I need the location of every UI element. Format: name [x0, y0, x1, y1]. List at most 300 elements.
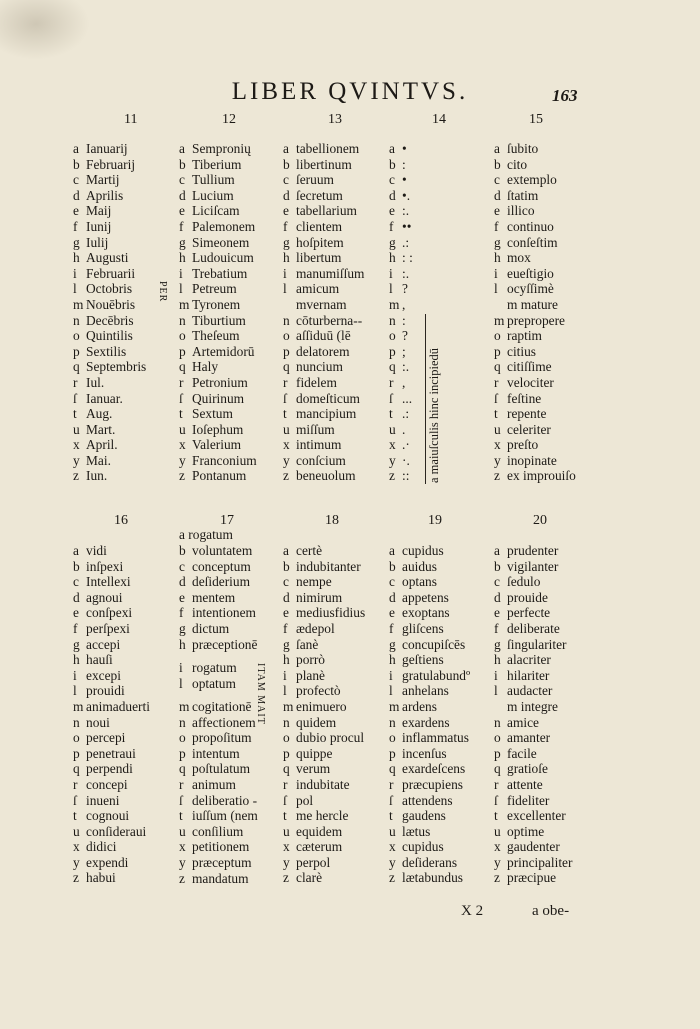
list-item [494, 668, 572, 684]
list-item: a rogatum [179, 527, 233, 542]
list-item [389, 437, 413, 453]
row-word: Franconium [192, 452, 257, 468]
row-word: concupiſcēs [402, 636, 466, 652]
row-letter: l [283, 281, 287, 297]
row-letter: f [73, 218, 78, 234]
row-letter: u [73, 421, 80, 437]
row-word: velociter [507, 374, 554, 390]
row-word: intentionem [192, 605, 256, 621]
row-letter: g [389, 636, 396, 652]
list-item [73, 637, 150, 653]
row-letter: g [283, 234, 290, 250]
row-letter: r [179, 374, 184, 390]
row-word: domeſticum [296, 390, 360, 406]
row-word: Pontanum [192, 468, 247, 484]
row-letter: a [73, 543, 79, 558]
list-item [389, 188, 413, 204]
list-item [283, 203, 364, 219]
row-letter: q [389, 761, 396, 777]
row-letter: a [283, 141, 289, 156]
row-letter: ſ [73, 390, 77, 406]
list-item [283, 574, 365, 590]
row-word: Augusti [86, 250, 129, 266]
row-word: Ianuarij [86, 141, 128, 156]
row-word: præceptionē [192, 636, 258, 652]
row-word: beneuolum [296, 468, 356, 484]
row-word: fidelem [296, 374, 337, 390]
row-letter: x [73, 437, 80, 453]
column-number-16: 16 [114, 513, 128, 528]
catchword: a obe- [532, 903, 570, 919]
row-letter: h [73, 250, 80, 266]
row-word: mediusfidius [296, 605, 366, 621]
list-item [179, 839, 258, 855]
row-letter: p [283, 745, 290, 761]
row-letter: b [494, 558, 501, 574]
row-word: Decēbris [86, 312, 134, 328]
row-word: dubio procul [296, 730, 365, 746]
row-word: propoſitum [192, 730, 252, 746]
row-letter: t [389, 808, 393, 824]
list-item [283, 250, 364, 266]
row-word: nimirum [296, 589, 343, 605]
list-item [73, 391, 146, 407]
row-word: conſilium [192, 823, 244, 839]
row-word: hoſpitem [296, 234, 344, 250]
list-item [389, 141, 413, 157]
list-item [494, 793, 572, 809]
list-item [73, 808, 150, 824]
row-letter: h [73, 652, 80, 668]
row-letter: a [73, 141, 79, 156]
row-letter: y [179, 452, 186, 468]
row-letter: o [389, 328, 396, 344]
list-item [389, 870, 470, 886]
list-item [179, 559, 257, 575]
row-letter: n [283, 714, 290, 730]
row-letter: y [283, 854, 290, 870]
row-word: cupidus [402, 543, 444, 558]
list-item [494, 637, 572, 653]
row-word: : : [402, 250, 413, 266]
row-word: •• [402, 218, 412, 234]
list-item [494, 437, 576, 453]
list-item [389, 746, 470, 762]
list-item [73, 266, 146, 282]
row-word: April. [86, 437, 118, 453]
row-word: inſpexi [86, 558, 124, 574]
list-item [73, 297, 146, 313]
list-item [179, 730, 258, 746]
row-word: Tyronem [192, 296, 241, 312]
row-letter: g [179, 620, 186, 636]
list-item [73, 344, 146, 360]
list-item [494, 590, 572, 606]
row-word: optime [507, 823, 545, 839]
row-word: ? [402, 328, 408, 344]
row-word: geſtiens [402, 652, 444, 668]
row-letter: o [283, 730, 290, 746]
row-word: ſecretum [296, 187, 343, 203]
paper-stain [0, 0, 90, 60]
row-letter: z [389, 870, 395, 886]
row-word: accepi [86, 636, 121, 652]
row-letter: f [283, 218, 288, 234]
list-item [494, 699, 572, 715]
row-letter: ſ [494, 390, 498, 406]
row-word: præcupiens [402, 776, 463, 792]
row-letter: g [494, 234, 501, 250]
row-letter: l [494, 281, 498, 297]
row-letter: z [283, 468, 289, 484]
row-letter: e [73, 203, 79, 219]
list-item [494, 203, 576, 219]
row-letter: o [389, 730, 396, 746]
list-item [179, 219, 257, 235]
list-item [179, 761, 258, 777]
row-letter: h [283, 250, 290, 266]
row-word: Simeonem [192, 234, 250, 250]
row-letter: u [389, 421, 396, 437]
list-item [283, 219, 364, 235]
row-word: optans [402, 574, 437, 590]
row-word: intimum [296, 437, 342, 453]
row-letter: n [179, 312, 186, 328]
row-letter: t [179, 406, 183, 422]
row-letter: ſ [179, 390, 183, 406]
row-letter: g [494, 636, 501, 652]
column-number-15: 15 [529, 112, 543, 127]
row-letter: l [389, 683, 393, 699]
list-item [73, 746, 150, 762]
row-letter: h [494, 652, 501, 668]
row-word: petitionem [192, 839, 250, 855]
row-word: lætabundus [402, 870, 464, 886]
row-word: mancipium [296, 406, 357, 422]
row-word: iuſſum (nem [192, 808, 258, 824]
list-item [389, 839, 470, 855]
row-letter: n [179, 714, 186, 730]
list-item [73, 839, 150, 855]
list-item [283, 543, 365, 559]
row-word: :. [402, 265, 410, 281]
row-word: ſingulariter [507, 636, 567, 652]
row-letter: o [73, 730, 80, 746]
row-letter: t [389, 406, 393, 422]
row-word: exardeſcens [402, 761, 466, 777]
list-item [494, 761, 572, 777]
row-word: prepropere [507, 312, 565, 328]
row-letter: e [494, 203, 500, 219]
row-letter: g [73, 234, 80, 250]
list-item [283, 157, 364, 173]
list-item [283, 437, 364, 453]
row-word: cogitationē [192, 699, 252, 714]
row-letter: b [179, 543, 186, 558]
list-item [494, 855, 572, 871]
list-item [494, 422, 576, 438]
row-word: feſtine [507, 390, 542, 406]
column-16 [73, 543, 150, 886]
row-word: Ianuar. [86, 390, 123, 406]
row-word: ſanè [296, 636, 319, 652]
row-letter: a [179, 141, 185, 156]
row-letter: o [494, 328, 501, 344]
row-letter: y [389, 452, 396, 468]
row-word: Septembris [86, 359, 147, 375]
row-letter: n [494, 714, 501, 730]
list-item [389, 203, 413, 219]
row-letter: r [283, 776, 288, 792]
row-word: eueſtigio [507, 265, 554, 281]
row-word: expendi [86, 854, 129, 870]
list-item [179, 715, 258, 731]
row-word: noui [86, 714, 110, 730]
row-letter: ſ [494, 792, 498, 808]
row-word: • [402, 172, 407, 188]
row-letter: i [73, 265, 77, 281]
row-word: prudenter [507, 543, 559, 558]
row-letter: b [73, 156, 80, 172]
row-letter: m [73, 698, 84, 714]
row-word: aſſiduū (lē [296, 328, 351, 344]
row-letter: e [494, 605, 500, 621]
list-item [389, 590, 470, 606]
row-letter: x [283, 437, 290, 453]
row-letter: u [494, 421, 501, 437]
row-word: ? [402, 281, 408, 297]
row-word: cōturberna-- [296, 312, 363, 328]
list-item [283, 406, 364, 422]
row-word: :. [402, 203, 410, 219]
list-item [494, 313, 576, 329]
list-item [283, 422, 364, 438]
row-letter: t [494, 808, 498, 824]
list-item [494, 468, 576, 484]
row-letter: d [389, 589, 396, 605]
row-word: •. [402, 187, 411, 203]
pair-side-note: ITAM MAIT [255, 663, 266, 725]
column-number-18: 18 [325, 513, 339, 528]
row-word: tabellarium [296, 203, 357, 219]
list-item [179, 313, 257, 329]
row-word: hauſi [86, 652, 113, 668]
list-item [283, 839, 365, 855]
row-letter: z [179, 870, 185, 886]
list-item [494, 219, 576, 235]
row-letter: u [179, 823, 186, 839]
row-word: me hercle [296, 808, 349, 824]
row-word: planè [296, 667, 325, 683]
list-item [494, 870, 572, 886]
row-letter: p [179, 745, 186, 761]
row-letter: q [283, 761, 290, 777]
list-item [494, 281, 576, 297]
list-item [73, 219, 146, 235]
list-item [494, 141, 576, 157]
list-item [283, 297, 364, 313]
list-item [494, 839, 572, 855]
vertical-rule [425, 314, 426, 484]
row-word: hilariter [507, 667, 550, 683]
column-number-13: 13 [328, 112, 342, 127]
list-item [389, 793, 470, 809]
row-word: mandatum [192, 870, 249, 886]
row-letter: z [73, 468, 79, 484]
row-letter: a [494, 543, 500, 558]
row-letter: i [179, 265, 183, 281]
list-item [389, 683, 470, 699]
column-15 [494, 141, 576, 484]
list-item [283, 590, 365, 606]
row-word: : [402, 156, 406, 172]
row-letter: r [494, 374, 499, 390]
row-letter: p [389, 343, 396, 359]
row-word: gaudens [402, 808, 446, 824]
row-word: Sempronių [192, 141, 251, 156]
row-word: .: [402, 406, 410, 422]
row-word: mentem [192, 589, 236, 605]
row-word: Trebatium [192, 265, 248, 281]
row-letter: n [283, 312, 290, 328]
row-letter: d [494, 187, 501, 203]
row-letter: d [179, 187, 186, 203]
list-item [179, 328, 257, 344]
row-letter: r [494, 776, 499, 792]
row-word: deſiderans [402, 854, 458, 870]
per-side-note: PER [157, 281, 168, 303]
row-word: Iun. [86, 468, 108, 484]
list-item [494, 777, 572, 793]
list-item [389, 359, 413, 375]
list-item [389, 605, 470, 621]
row-word: citiſſime [507, 359, 552, 375]
list-item [389, 391, 413, 407]
list-item [283, 391, 364, 407]
row-word: raptim [507, 328, 542, 344]
row-word: Ioſephum [192, 421, 244, 437]
row-letter: i [283, 265, 287, 281]
row-letter: f [73, 620, 78, 636]
vertical-note: a maiuſculis hinc incipiedū [427, 347, 441, 483]
row-letter: m [179, 699, 190, 714]
row-letter: p [73, 745, 80, 761]
list-item [494, 808, 572, 824]
list-item [283, 793, 365, 809]
list-item [73, 453, 146, 469]
list-item [179, 824, 258, 840]
row-letter: x [494, 437, 501, 453]
row-letter: h [283, 652, 290, 668]
list-item [389, 652, 470, 668]
row-word: amanter [507, 730, 551, 746]
column-number-14: 14 [432, 112, 446, 127]
row-word: preſto [507, 437, 539, 453]
row-letter: a [389, 141, 395, 156]
row-word: cupidus [402, 839, 444, 855]
row-letter: e [389, 203, 395, 219]
list-item [73, 375, 146, 391]
row-letter: c [494, 574, 500, 590]
row-word: alacriter [507, 652, 551, 668]
row-letter: c [179, 558, 185, 574]
row-letter: y [73, 854, 80, 870]
row-word: deliberatio - [192, 792, 258, 808]
list-item [283, 683, 365, 699]
row-word: equidem [296, 823, 343, 839]
list-item [389, 543, 470, 559]
list-item [179, 281, 257, 297]
list-item [73, 590, 150, 606]
row-letter: d [73, 187, 80, 203]
row-letter: i [494, 667, 498, 683]
row-letter: y [494, 854, 501, 870]
list-item [179, 637, 257, 653]
row-word: certè [296, 543, 323, 558]
row-letter: x [494, 839, 501, 855]
list-item [73, 621, 150, 637]
row-letter: a [389, 543, 395, 558]
row-word: conſcium [296, 452, 346, 468]
column-20 [494, 543, 572, 886]
list-item [179, 808, 258, 824]
list-item [179, 590, 257, 606]
row-letter: b [73, 558, 80, 574]
row-letter: f [179, 605, 184, 621]
list-item [73, 188, 146, 204]
row-word: enimuero [296, 698, 347, 714]
row-word: Quirinum [192, 390, 245, 406]
row-letter: h [494, 250, 501, 266]
row-letter: h [179, 636, 186, 652]
row-word: ocyſſimè [507, 281, 554, 297]
table-block-11-15 [0, 112, 700, 492]
row-letter: x [179, 437, 186, 453]
list-item [73, 468, 146, 484]
row-letter: i [389, 265, 393, 281]
list-item [73, 313, 146, 329]
row-letter: u [283, 823, 290, 839]
list-item [73, 652, 150, 668]
list-item [179, 855, 258, 871]
row-word: Februarij [86, 156, 136, 172]
list-item [389, 375, 413, 391]
row-letter: a [283, 543, 289, 558]
row-word: clarè [296, 870, 323, 886]
list-item [389, 453, 413, 469]
list-item [494, 824, 572, 840]
row-letter: g [179, 234, 186, 250]
row-word: prouide [507, 589, 548, 605]
list-item [494, 746, 572, 762]
list-item [73, 250, 146, 266]
row-letter: q [179, 359, 186, 375]
list-item [73, 699, 150, 715]
row-letter: e [389, 605, 395, 621]
row-word: gratulabundº [402, 667, 471, 683]
list-item [494, 621, 572, 637]
row-word: Quintilis [86, 328, 133, 344]
list-item [283, 824, 365, 840]
row-word: animaduerti [86, 698, 150, 714]
column-14 [389, 141, 413, 484]
row-word: principaliter [507, 854, 573, 870]
row-word: extemplo [507, 172, 557, 188]
row-letter: e [73, 605, 79, 621]
row-letter: x [283, 839, 290, 855]
row-word: perpol [296, 854, 331, 870]
row-letter: q [283, 359, 290, 375]
